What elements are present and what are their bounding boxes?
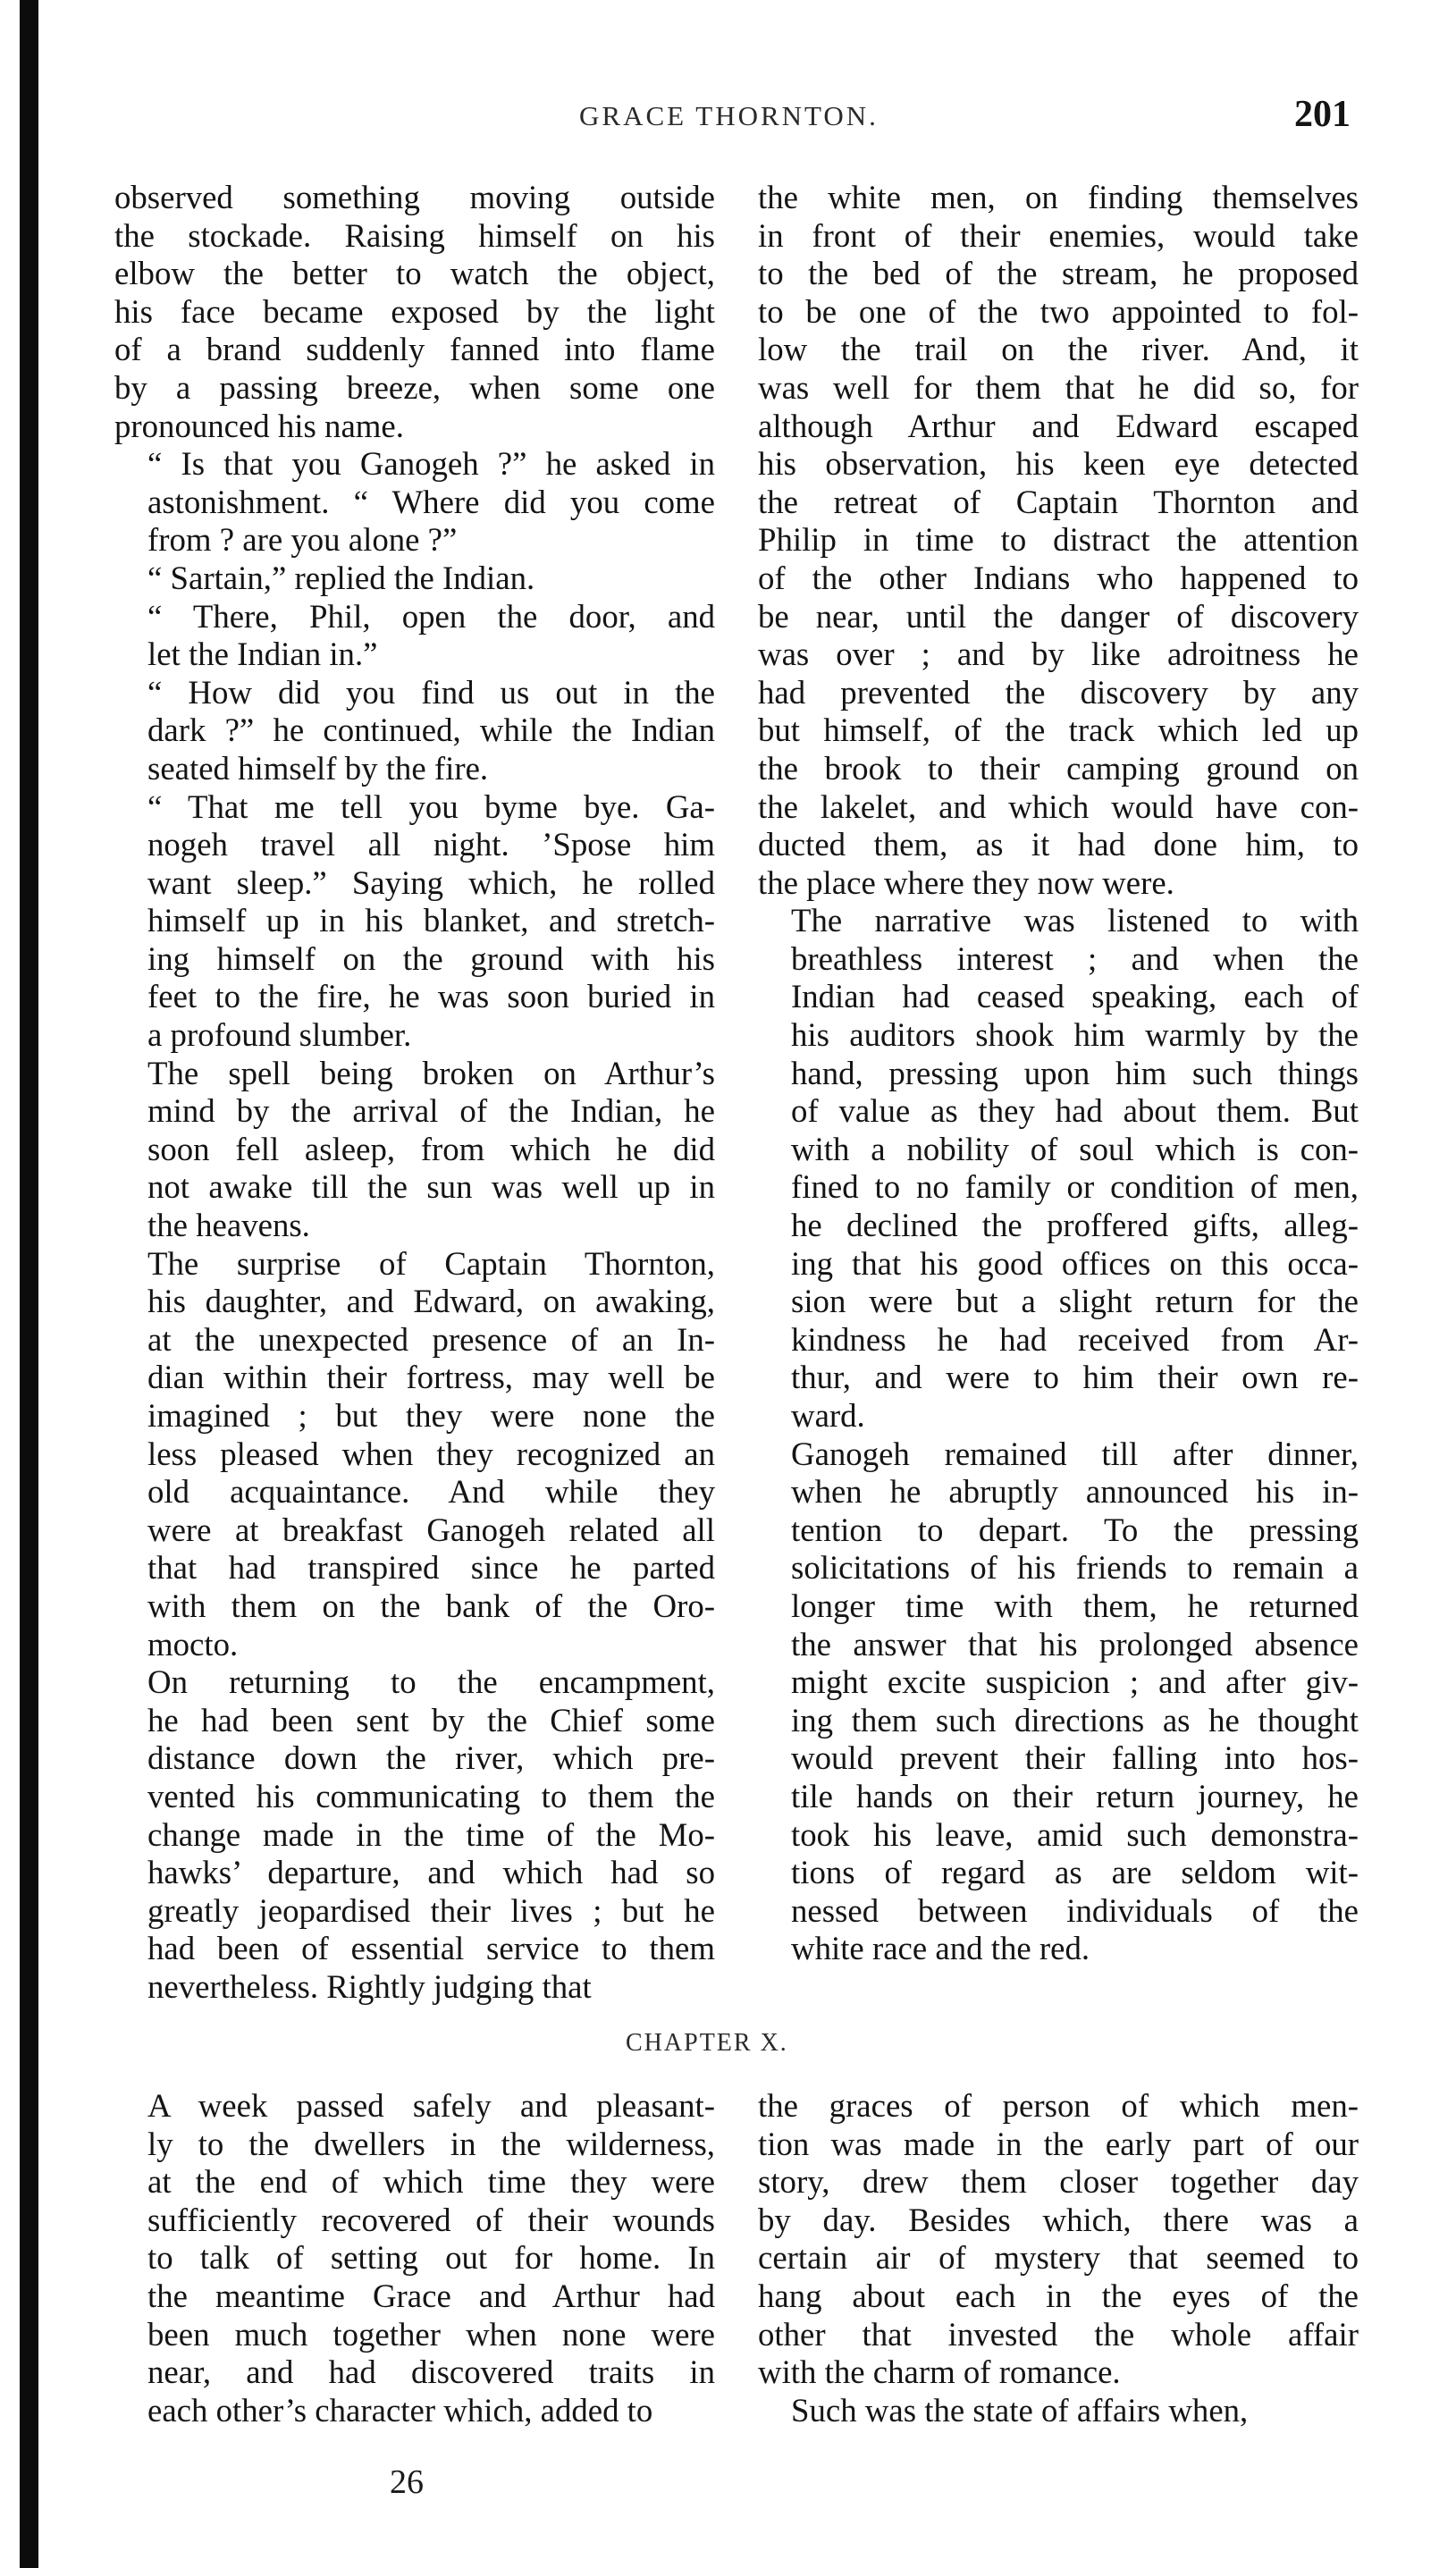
text-line: longer time with them, he returned bbox=[791, 1587, 1359, 1624]
chapter-heading: CHAPTER X. bbox=[626, 2029, 788, 2057]
text-line: fined to no family or condition of men, bbox=[791, 1168, 1359, 1206]
text-line: imagined ; but they were none the bbox=[147, 1397, 715, 1434]
text-line: “ Is that you Ganogeh ?” he asked in bbox=[147, 445, 715, 483]
text-line: breathless interest ; and when the bbox=[791, 939, 1359, 977]
paragraph bbox=[114, 445, 715, 560]
text-line: were at breakfast Ganogeh related all bbox=[147, 1511, 715, 1548]
text-line: “ How did you find us out in the bbox=[147, 673, 715, 711]
text-line: ward. bbox=[791, 1397, 865, 1434]
paragraph bbox=[114, 179, 715, 445]
text-line: with the charm of romance. bbox=[758, 2353, 1121, 2391]
text-line: with a nobility of soul which is con- bbox=[791, 1130, 1359, 1167]
text-line: tion was made in the early part of our bbox=[758, 2125, 1359, 2162]
paragraph bbox=[114, 1245, 715, 1664]
text-line: of a brand suddenly fanned into flame bbox=[114, 331, 715, 368]
text-line: his face became exposed by the light bbox=[114, 292, 715, 330]
text-line: his auditors shook him warmly by the bbox=[791, 1016, 1359, 1054]
text-line: the place where they now were. bbox=[758, 863, 1174, 901]
text-line: hang about each in the eyes of the bbox=[758, 2277, 1359, 2314]
text-line: the meantime Grace and Arthur had bbox=[147, 2277, 715, 2314]
text-line: of value as they had about them. But bbox=[791, 1092, 1359, 1130]
running-head: GRACE THORNTON. bbox=[579, 100, 879, 131]
text-line: On returning to the encampment, bbox=[147, 1663, 715, 1701]
paragraph bbox=[114, 1663, 715, 2006]
text-line: A week passed safely and pleasant- bbox=[147, 2087, 715, 2124]
text-line: vented his communicating to them the bbox=[147, 1777, 715, 1814]
text-line: to the bed of the stream, he proposed bbox=[758, 255, 1359, 292]
text-line: white race and the red. bbox=[791, 1930, 1090, 1967]
page-number: 201 bbox=[1294, 94, 1351, 135]
text-line: mocto. bbox=[147, 1625, 239, 1663]
text-line: the white men, on finding themselves bbox=[758, 179, 1359, 215]
text-line: each other’s character which, added to bbox=[147, 2391, 653, 2429]
text-line: himself up in his blanket, and stretch- bbox=[147, 902, 715, 939]
text-line: not awake till the sun was well up in bbox=[147, 1168, 715, 1206]
text-line: The narrative was listened to with bbox=[791, 902, 1359, 939]
text-line: story, drew them closer together day bbox=[758, 2163, 1359, 2201]
text-line: ing them such directions as he thought bbox=[791, 1701, 1359, 1739]
text-line: his daughter, and Edward, on awaking, bbox=[147, 1283, 715, 1320]
text-line: change made in the time of the Mo- bbox=[147, 1815, 715, 1853]
text-line: took his leave, amid such demonstra- bbox=[791, 1815, 1359, 1853]
text-line: near, and had discovered traits in bbox=[147, 2353, 715, 2391]
paragraph bbox=[114, 2087, 715, 2429]
text-line: low the trail on the river. And, it bbox=[758, 331, 1359, 368]
text-line: “ There, Phil, open the door, and bbox=[147, 597, 715, 635]
text-line: ing that his good offices on this occa- bbox=[791, 1244, 1359, 1282]
paragraph bbox=[758, 1436, 1359, 1968]
text-line: to talk of setting out for home. In bbox=[147, 2239, 715, 2277]
text-line: elbow the better to watch the object, bbox=[114, 255, 715, 292]
paragraph bbox=[114, 598, 715, 674]
text-line: from ? are you alone ?” bbox=[147, 521, 458, 559]
text-line: dark ?” he continued, while the Indian bbox=[147, 711, 715, 749]
text-line: nogeh travel all night. ’Spose him bbox=[147, 826, 715, 863]
text-line: sion were but a slight return for the bbox=[791, 1283, 1359, 1320]
text-line: sufficiently recovered of their wounds bbox=[147, 2201, 715, 2238]
text-line: ducted them, as it had done him, to bbox=[758, 826, 1359, 863]
text-line: “ That me tell you byme bye. Ga- bbox=[147, 787, 715, 825]
text-line: was well for them that he did so, for bbox=[758, 368, 1359, 406]
text-line: thur, and were to him their own re- bbox=[791, 1359, 1359, 1396]
text-line: dian within their fortress, may well be bbox=[147, 1359, 715, 1396]
text-line: the brook to their camping ground on bbox=[758, 749, 1359, 787]
text-line: tions of regard as are seldom wit- bbox=[791, 1854, 1359, 1891]
text-line: distance down the river, which pre- bbox=[147, 1739, 715, 1777]
paragraph bbox=[758, 2087, 1359, 2392]
text-line: but himself, of the track which led up bbox=[758, 711, 1359, 749]
text-line: with them on the bank of the Oro- bbox=[147, 1587, 715, 1624]
text-line: Indian had ceased speaking, each of bbox=[791, 978, 1359, 1015]
text-line: less pleased when they recognized an bbox=[147, 1435, 715, 1472]
text-line: ing himself on the ground with his bbox=[147, 939, 715, 977]
text-line: in front of their enemies, would take bbox=[758, 216, 1359, 254]
text-line: tile hands on their return journey, he bbox=[791, 1777, 1359, 1814]
text-line: the stockade. Raising himself on his bbox=[114, 216, 715, 254]
column-right-bottom bbox=[758, 2087, 1359, 2429]
book-binding-edge bbox=[20, 0, 38, 2568]
text-line: he had been sent by the Chief some bbox=[147, 1701, 715, 1739]
text-line: astonishment. “ Where did you come bbox=[147, 483, 715, 520]
text-line: old acquaintance. And while they bbox=[147, 1473, 715, 1511]
text-line: when he abruptly announced his in- bbox=[791, 1473, 1359, 1511]
text-line: nessed between individuals of the bbox=[791, 1891, 1359, 1929]
text-line: the retreat of Captain Thornton and bbox=[758, 483, 1359, 520]
text-line: certain air of mystery that seemed to bbox=[758, 2239, 1359, 2277]
text-line: The spell being broken on Arthur’s bbox=[147, 1054, 715, 1091]
signature-mark: 26 bbox=[390, 2463, 424, 2501]
text-line: kindness he had received from Ar- bbox=[791, 1320, 1359, 1358]
text-line: by day. Besides which, there was a bbox=[758, 2201, 1359, 2238]
text-line: a profound slumber. bbox=[147, 1016, 412, 1054]
text-line: other that invested the whole affair bbox=[758, 2315, 1359, 2353]
text-line: be near, until the danger of discovery bbox=[758, 597, 1359, 635]
text-line: although Arthur and Edward escaped bbox=[758, 407, 1359, 444]
text-line: would prevent their falling into hos- bbox=[791, 1739, 1359, 1777]
text-line: ly to the dwellers in the wilderness, bbox=[147, 2125, 715, 2162]
column-right-top bbox=[758, 179, 1359, 1968]
text-line: he declined the proffered gifts, alleg- bbox=[791, 1207, 1359, 1244]
text-line: feet to the fire, he was soon buried in bbox=[147, 978, 715, 1015]
text-line: Ganogeh remained till after dinner, bbox=[791, 1435, 1359, 1472]
text-line: tention to depart. To the pressing bbox=[791, 1511, 1359, 1548]
text-line: greatly jeopardised their lives ; but he bbox=[147, 1891, 715, 1929]
paragraph bbox=[114, 788, 715, 1055]
text-line: had been of essential service to them bbox=[147, 1930, 715, 1967]
text-line: seated himself by the fire. bbox=[147, 749, 489, 787]
paragraph bbox=[114, 560, 715, 598]
text-line: The surprise of Captain Thornton, bbox=[147, 1244, 715, 1282]
text-line: the answer that his prolonged absence bbox=[791, 1625, 1359, 1663]
text-line: mind by the arrival of the Indian, he bbox=[147, 1092, 715, 1130]
text-line: the graces of person of which men- bbox=[758, 2087, 1359, 2124]
text-line: at the end of which time they were bbox=[147, 2163, 715, 2201]
text-line: want sleep.” Saying which, he rolled bbox=[147, 863, 715, 901]
text-line: the lakelet, and which would have con- bbox=[758, 787, 1359, 825]
text-line: Such was the state of affairs when, bbox=[791, 2391, 1249, 2429]
text-line: Philip in time to distract the attention bbox=[758, 521, 1359, 559]
paragraph bbox=[114, 674, 715, 788]
text-line: pronounced his name. bbox=[114, 407, 404, 444]
text-line: was over ; and by like adroitness he bbox=[758, 636, 1359, 673]
text-line: that had transpired since he parted bbox=[147, 1549, 715, 1587]
text-line: his observation, his keen eye detected bbox=[758, 445, 1359, 483]
paragraph bbox=[758, 2392, 1359, 2430]
text-line: observed something moving outside bbox=[114, 179, 715, 215]
paragraph bbox=[114, 1055, 715, 1245]
text-line: hand, pressing upon him such things bbox=[791, 1054, 1359, 1091]
text-line: to be one of the two appointed to fol- bbox=[758, 292, 1359, 330]
text-line: been much together when none were bbox=[147, 2315, 715, 2353]
text-line: nevertheless. Rightly judging that bbox=[147, 1967, 592, 2005]
text-line: of the other Indians who happened to bbox=[758, 559, 1359, 596]
text-line: soon fell asleep, from which he did bbox=[147, 1130, 715, 1167]
column-left-bottom bbox=[114, 2087, 715, 2429]
text-line: might excite suspicion ; and after giv- bbox=[791, 1663, 1359, 1701]
text-line: by a passing breeze, when some one bbox=[114, 368, 715, 406]
text-line: the heavens. bbox=[147, 1207, 310, 1244]
text-line: at the unexpected presence of an In- bbox=[147, 1320, 715, 1358]
text-line: solicitations of his friends to remain a bbox=[791, 1549, 1359, 1587]
column-left-top bbox=[114, 179, 715, 2007]
text-line: had prevented the discovery by any bbox=[758, 673, 1359, 711]
paragraph bbox=[758, 179, 1359, 902]
text-line: let the Indian in.” bbox=[147, 636, 378, 673]
paragraph bbox=[758, 902, 1359, 1435]
text-line: “ Sartain,” replied the Indian. bbox=[147, 559, 535, 596]
text-line: hawks’ departure, and which had so bbox=[147, 1854, 715, 1891]
